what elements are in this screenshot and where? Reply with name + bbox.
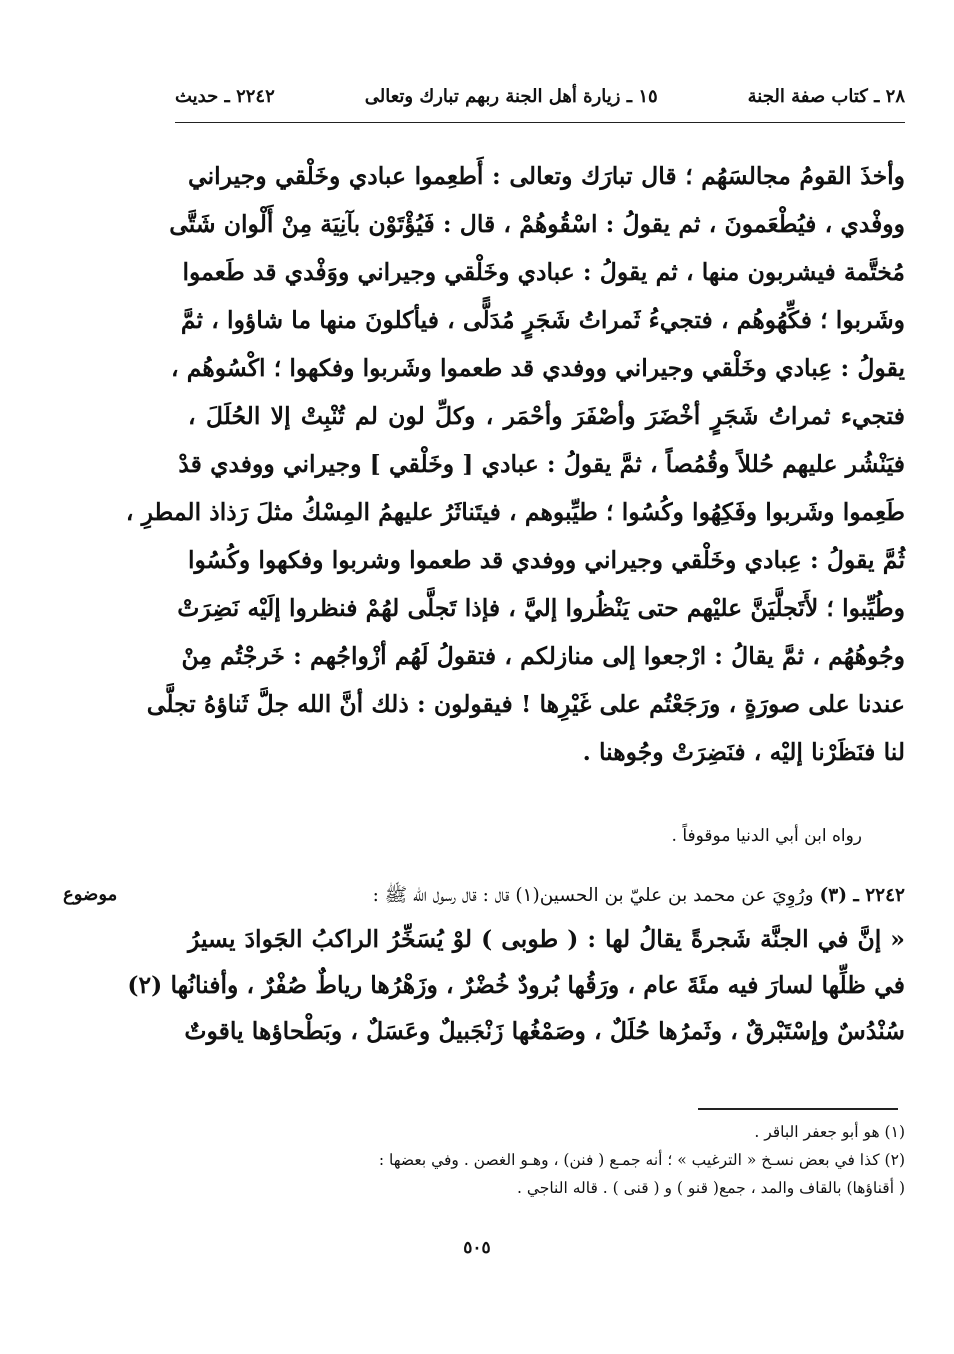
running-header xyxy=(175,86,905,116)
hadith-line: وشَربوا ؛ فكِّهُوهُم ، فتجيءُ ثَمراتُ شَجَرٍ مُدَلًّى ، فيأكلونَ منها ما شاؤوا ، ثمَّ xyxy=(180,306,905,334)
hadith-line: ووفْدي ، فيُطْعَمونَ ، ثم يقولُ : اسْقُوهُمْ ، قال : فَيُؤْتَوْن بآنِيَة مِنْ أَلْوان شَتَّى xyxy=(169,210,905,238)
header-chapter: ٢٨ ـ كتاب صفة الجنة xyxy=(747,86,905,107)
header-divider xyxy=(175,122,905,123)
hadith-line: يقولُ : عِبادي وخَلْقي وجيراني ووفدي قد طعموا وشَربوا وفكهوا ؛ اكْسُوهُم ، xyxy=(170,354,905,382)
hadith-line: في ظلِّها لسارَ فيه مئَةَ عام ، ورَقُها بُرودٌ خُضْرٌ ، وزَهْرُها رياطٌ صُفْرٌ ، وأفنانُها (٢) xyxy=(127,971,905,999)
footnote-divider xyxy=(698,1108,898,1110)
hadith-line: فيَنْشُر عليهم حُللاً وقُمُصاً ، ثمَّ يقولُ : عبادي [ وخَلْقي ] وجيراني ووفدي قدْ xyxy=(178,450,905,478)
hadith-line: فتجيء ثمراتُ شَجَرٍ أخْضَرَ وأصْفَرَ وأحْمَر ، وكلِّ لون لم تُنْبِتْ إلا الحُلَلَ ، xyxy=(188,402,905,430)
hadith-line: سُنْدُسٌ وإسْتَبْرقٌ ، وثَمرُها حُلَلٌ ، وصَمْغُها زَنْجَبيلٌ وعَسَلٌ ، وبَطْحاؤها ياقوتٌ xyxy=(184,1017,905,1045)
header-section: ١٥ ـ زيارة أهل الجنة ربهم تبارك وتعالى xyxy=(364,86,658,107)
footnote: ( أقناؤها) بالقاف والمد ، جمع( قنو ) و ( قنى ) . قاله الناجي . xyxy=(516,1179,905,1197)
hadith-line: عندنا على صورَةٍ ، ورَجَعْتُم على غَيْرِها ! فيقولون : ذلك أنَّ الله جلَّ ثَناؤهُ تجلَّى xyxy=(146,690,905,718)
header-hadith-number: ٢٢٤٢ ـ حديث xyxy=(175,86,275,107)
hadith-chain: ورُوِيَ عن محمد بن عليّ بن الحسين(١) قال : قال رسول الله ﷺ : xyxy=(372,885,814,906)
hadith-line: وأخذَ القومُ مجالسَهُم ؛ قال تبارَك وتعالى : أَطعِموا عبادي وخَلْقي وجيراني xyxy=(188,162,905,190)
page-number: ٥٠٥ xyxy=(463,1238,491,1258)
hadith-text-block xyxy=(125,152,905,776)
hadith-2242-block xyxy=(127,876,905,1054)
hadith-line: طَعِموا وشَربوا وفَكِهُوا وكُسُوا ؛ طيِّبوهم ، فيتَناثَرُ عليهمُ المِسْكُ مثلَ رَذاذ المطرِ ، xyxy=(125,498,905,526)
hadith-intro xyxy=(188,876,905,916)
grade-margin-label: موضوع xyxy=(63,884,118,905)
hadith-line: وطُيِّبوا ؛ لأَتَجلَّيَنَّ عليْهم حتى يَنْظُروا إليَّ ، فإذا تَجلَّى لهُمْ فنظروا إلَيْه نَضِرَتْ xyxy=(177,594,905,622)
hadith-line: وجُوهُهُم ، ثمَّ يقالُ : ارْجعوا إلى منازلكم ، فتقولُ لَهُم أزْواجُهم : خَرجْتُم مِنْ xyxy=(181,642,905,670)
footnotes xyxy=(72,1118,905,1202)
narration-source: رواه ابن أبي الدنيا موقوفاً . xyxy=(671,826,862,846)
hadith-line: ثُمَّ يقولُ : عِبادي وخَلْقي وجيراني ووفدي قد طعموا وشربوا وفكهوا وكُسُوا xyxy=(188,546,905,574)
hadith-line: « إنَّ في الجنَّة شَجرةً يقالُ لها : ( طوبى ) لوْ يُسَخِّرُ الراكبُ الجَوادَ يسيرُ xyxy=(188,925,905,953)
footnote: (١) هو أبو جعفر الباقر . xyxy=(754,1123,905,1141)
hadith-number: ٢٢٤٢ ـ (٣) xyxy=(819,885,905,906)
hadith-line: مُختَّمة فيشربون منها ، ثم يقولُ : عبادي وخَلْقي وجيراني ووَفْدي قد طَعموا xyxy=(182,258,905,286)
footnote: (٢) كذا في بعض نسـخ « الترغيب » ؛ أنه جمـع ( فنن) ، وهـو الغصن . وفي بعضها : xyxy=(378,1151,905,1169)
hadith-line: لنا فنَظَرْنا إليْه ، فنَضِرَتْ وجُوهنا . xyxy=(582,738,905,766)
